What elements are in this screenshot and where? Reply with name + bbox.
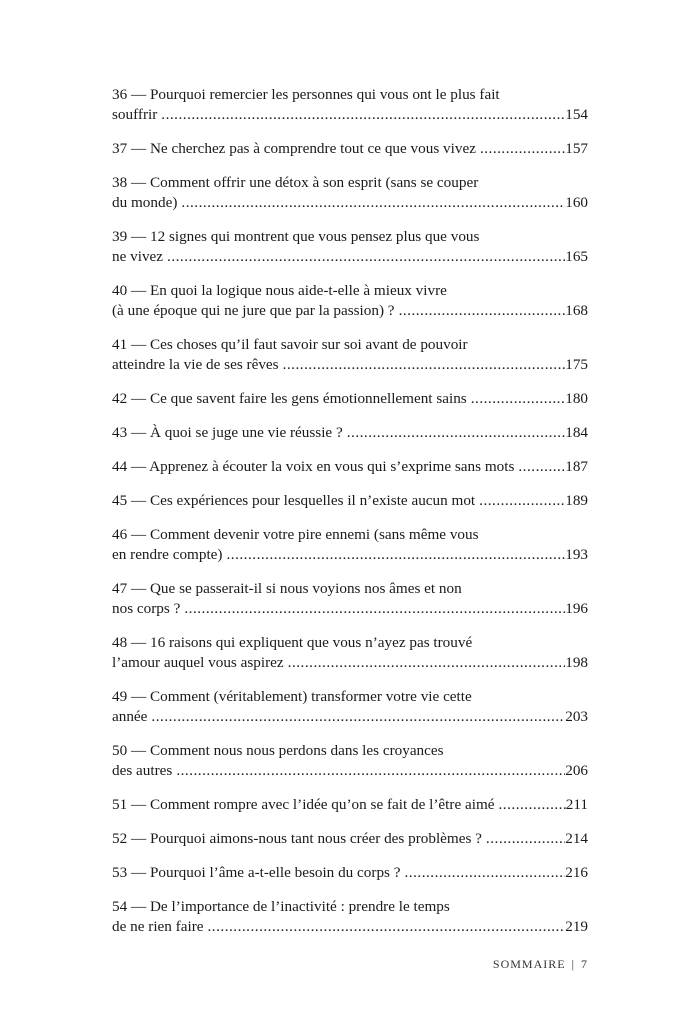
toc-page-number: 180 <box>565 390 588 407</box>
toc-entry-title-line: 37 — Ne cherchez pas à comprendre tout ce que vous vivez <box>112 140 476 157</box>
toc-entry <box>112 389 588 409</box>
toc-page-number: 198 <box>565 654 588 671</box>
toc-entry-last-line <box>112 863 588 883</box>
toc-page-number: 175 <box>565 356 588 373</box>
dot-leader <box>395 301 566 321</box>
toc-entry-last-line <box>112 599 588 619</box>
page-footer <box>493 957 588 972</box>
toc-entry <box>112 829 588 849</box>
toc-entry-title-line: atteindre la vie de ses rêves <box>112 356 279 373</box>
toc-entry-last-line <box>112 545 588 565</box>
toc-entry-title-line: des autres <box>112 762 173 779</box>
toc-page-number: 193 <box>565 546 588 563</box>
toc-entry-title-line: nos corps ? <box>112 600 181 617</box>
dot-leader <box>343 423 566 443</box>
dot-leader <box>476 139 565 159</box>
toc-page-number: 157 <box>565 140 588 157</box>
toc-entry-title-line: en rendre compte) <box>112 546 223 563</box>
toc-entry-last-line <box>112 423 588 443</box>
toc-page-number: 154 <box>565 106 588 123</box>
toc-entry-title-line: 47 — Que se passerait-il si nous voyions nos âmes et non <box>112 580 462 597</box>
dot-leader <box>475 491 565 511</box>
toc-entry <box>112 491 588 511</box>
toc-entry <box>112 897 588 937</box>
toc-entry-last-line <box>112 917 588 937</box>
toc-entry <box>112 335 588 375</box>
toc-entry-last-line <box>112 247 588 267</box>
toc-entry-last-line <box>112 457 588 477</box>
toc-entry <box>112 173 588 213</box>
toc-entry <box>112 457 588 477</box>
toc-entry <box>112 579 588 619</box>
toc-entry-title-line: (à une époque qui ne jure que par la passion) ? <box>112 302 395 319</box>
toc-entry-title-line: 42 — Ce que savent faire les gens émotionnellement sains <box>112 390 467 407</box>
toc-page-number: 196 <box>565 600 588 617</box>
folio-page-number: 7 <box>581 957 588 971</box>
toc-page-number: 187 <box>565 458 588 475</box>
toc-entry <box>112 863 588 883</box>
toc-entry-title-line: souffrir <box>112 106 158 123</box>
toc-entry-title-line: 38 — Comment offrir une détox à son esprit (sans se couper <box>112 174 479 191</box>
toc-entry-title-line: 53 — Pourquoi l’âme a-t-elle besoin du corps ? <box>112 864 401 881</box>
dot-leader <box>172 761 565 781</box>
toc-entry <box>112 281 588 321</box>
toc-entry-title-line: 45 — Ces expériences pour lesquelles il n’existe aucun mot <box>112 492 476 509</box>
dot-leader <box>401 863 566 883</box>
table-of-contents <box>112 85 588 951</box>
toc-entry-title-line: de ne rien faire <box>112 918 204 935</box>
toc-entry-title-line: 50 — Comment nous nous perdons dans les croyances <box>112 742 444 759</box>
toc-entry-title-line: 52 — Pourquoi aimons-nous tant nous créer des problèmes ? <box>112 830 482 847</box>
toc-entry-title-line: 46 — Comment devenir votre pire ennemi (sans même vous <box>112 526 479 543</box>
toc-entry <box>112 227 588 267</box>
toc-entry-title-line: 36 — Pourquoi remercier les personnes qui vous ont le plus fait <box>112 86 500 103</box>
toc-entry-title-line: 44 — Apprenez à écouter la voix en vous qui s’exprime sans mots <box>112 458 515 475</box>
toc-entry-title-line: année <box>112 708 148 725</box>
toc-entry <box>112 795 588 815</box>
toc-page-number: 168 <box>565 302 588 319</box>
toc-entry <box>112 139 588 159</box>
toc-entry-title-line: 41 — Ces choses qu’il faut savoir sur soi avant de pouvoir <box>112 336 468 353</box>
toc-entry-title-line: 48 — 16 raisons qui expliquent que vous n’ayez pas trouvé <box>112 634 473 651</box>
toc-entry-last-line <box>112 707 588 727</box>
dot-leader <box>495 795 566 815</box>
toc-page-number: 214 <box>565 830 588 847</box>
toc-entry-title-line: 54 — De l’importance de l’inactivité : prendre le temps <box>112 898 450 915</box>
toc-entry <box>112 687 588 727</box>
dot-leader <box>163 247 565 267</box>
dot-leader <box>514 457 565 477</box>
dot-leader <box>177 193 565 213</box>
dot-leader <box>284 653 566 673</box>
dot-leader <box>157 105 565 125</box>
toc-entry-title-line: du monde) <box>112 194 178 211</box>
toc-entry-title-line: ne vivez <box>112 248 164 265</box>
toc-entry-title-line: 40 — En quoi la logique nous aide-t-elle à mieux vivre <box>112 282 447 299</box>
toc-page-number: 206 <box>565 762 588 779</box>
toc-entry-last-line <box>112 301 588 321</box>
toc-entry-title-line: 49 — Comment (véritablement) transformer votre vie cette <box>112 688 472 705</box>
toc-entry <box>112 85 588 125</box>
toc-entry-last-line <box>112 795 588 815</box>
toc-entry-last-line <box>112 389 588 409</box>
running-header-section: SOMMAIRE <box>492 957 566 971</box>
toc-entry-title-line: l’amour auquel vous aspirez <box>112 654 284 671</box>
toc-entry-last-line <box>112 139 588 159</box>
toc-page-number: 189 <box>565 492 588 509</box>
toc-entry-last-line <box>112 193 588 213</box>
footer-separator: | <box>571 957 575 971</box>
toc-page-number: 219 <box>565 918 588 935</box>
dot-leader <box>482 829 565 849</box>
toc-page-number: 203 <box>565 708 588 725</box>
toc-entry-last-line <box>112 761 588 781</box>
toc-page-number: 184 <box>565 424 588 441</box>
toc-page-number: 216 <box>565 864 588 881</box>
dot-leader <box>222 545 565 565</box>
toc-entry-title-line: 39 — 12 signes qui montrent que vous pensez plus que vous <box>112 228 480 245</box>
toc-page-number: 160 <box>565 194 588 211</box>
toc-page-number: 211 <box>565 796 588 813</box>
toc-page-number: 165 <box>565 248 588 265</box>
toc-entry <box>112 741 588 781</box>
toc-entry <box>112 525 588 565</box>
toc-entry-title-line: 51 — Comment rompre avec l’idée qu’on se fait de l’être aimé <box>112 796 495 813</box>
toc-entry-last-line <box>112 355 588 375</box>
dot-leader <box>467 389 566 409</box>
dot-leader <box>180 599 565 619</box>
toc-entry-last-line <box>112 105 588 125</box>
dot-leader <box>279 355 566 375</box>
toc-entry-last-line <box>112 653 588 673</box>
dot-leader <box>204 917 566 937</box>
toc-entry-last-line <box>112 491 588 511</box>
toc-entry <box>112 633 588 673</box>
toc-entry <box>112 423 588 443</box>
toc-entry-last-line <box>112 829 588 849</box>
dot-leader <box>147 707 565 727</box>
toc-entry-title-line: 43 — À quoi se juge une vie réussie ? <box>112 424 343 441</box>
